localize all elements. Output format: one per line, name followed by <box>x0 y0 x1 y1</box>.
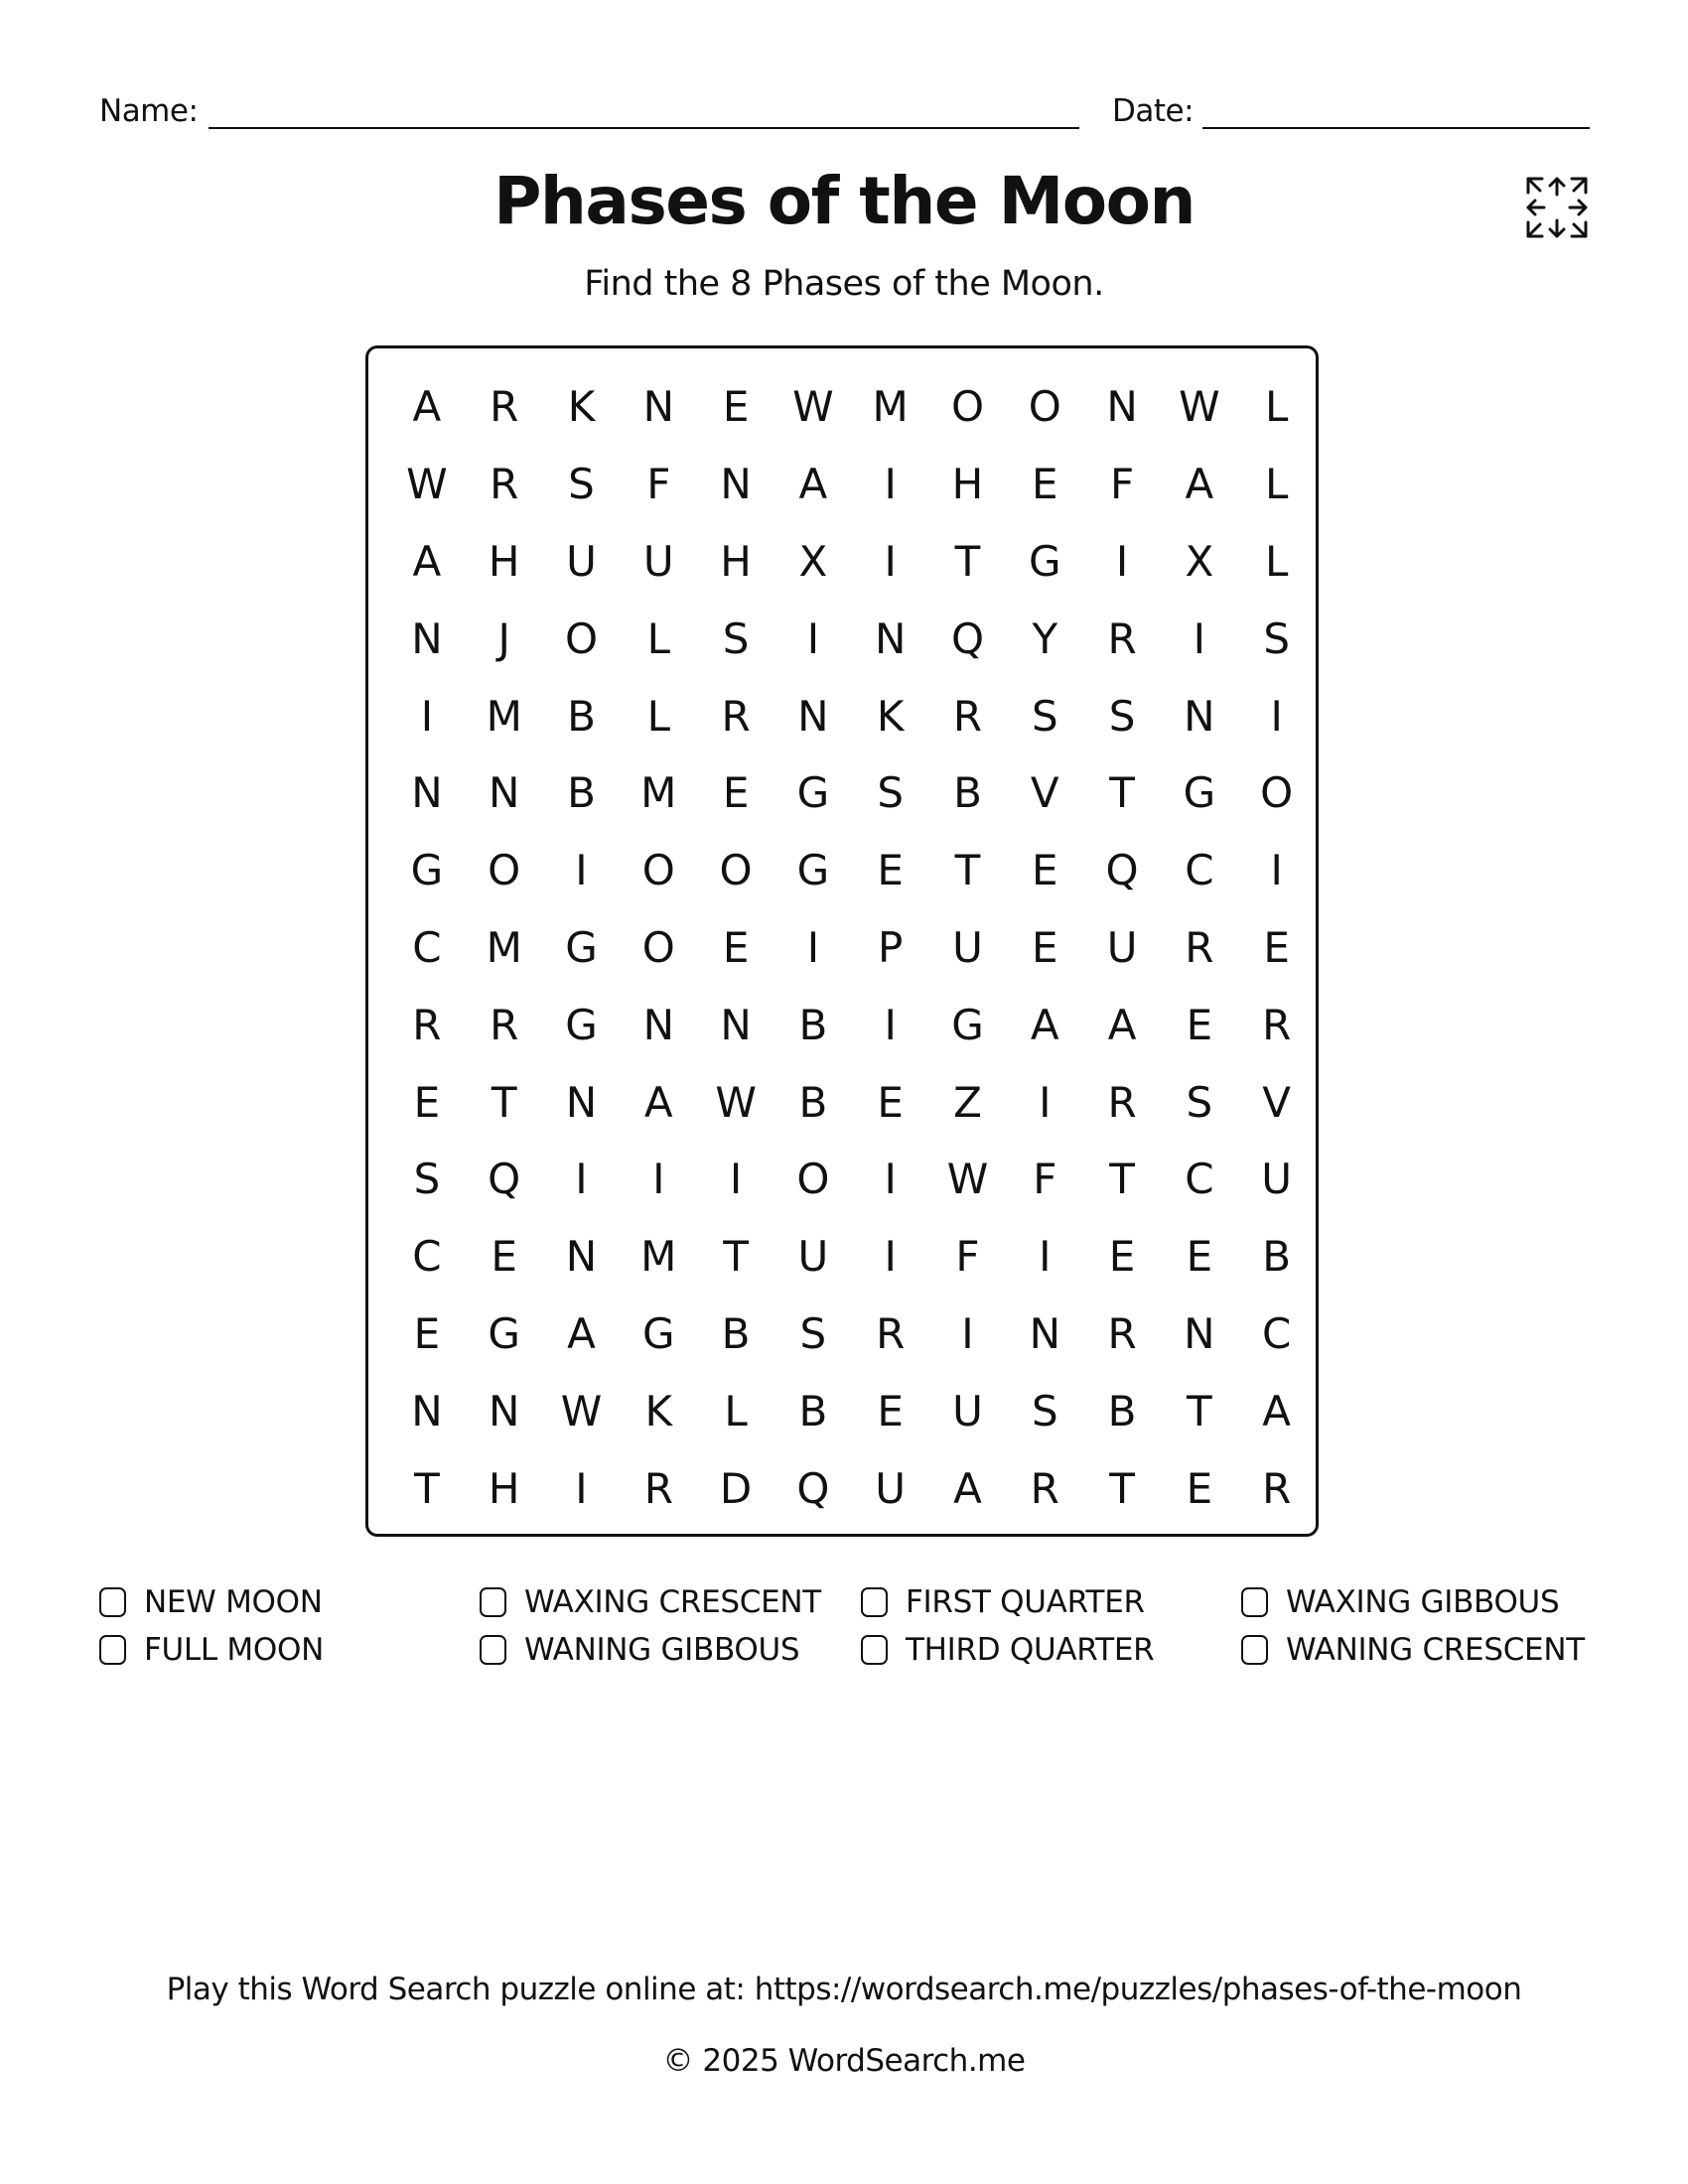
grid-cell[interactable]: R <box>1185 922 1214 972</box>
grid-cell[interactable]: F <box>646 460 671 509</box>
grid-cell[interactable]: I <box>729 1155 743 1204</box>
instructions: Find the 8 Phases of the Moon. <box>584 264 1104 304</box>
grid-cell[interactable]: X <box>1185 536 1214 586</box>
grid-cell[interactable]: R <box>952 691 983 741</box>
grid-cell[interactable]: N <box>565 1077 598 1127</box>
grid-cell[interactable]: R <box>490 460 519 509</box>
grid-cell[interactable]: M <box>640 1232 677 1282</box>
grid-cell[interactable]: E <box>877 846 904 895</box>
copyright-text: © 2025 WordSearch.me <box>662 2043 1026 2079</box>
grid-cell[interactable]: K <box>644 1386 673 1435</box>
eight-directions-arrows-icon <box>1522 173 1592 242</box>
grid-cell[interactable]: E <box>1186 1463 1213 1513</box>
word-search-grid[interactable] <box>388 368 1316 1527</box>
grid-cell[interactable]: I <box>1270 691 1283 741</box>
grid-cell[interactable]: G <box>796 846 830 895</box>
grid-cell[interactable]: W <box>406 460 448 509</box>
grid-cell[interactable]: B <box>798 1000 828 1049</box>
grid-cell[interactable]: E <box>1186 1000 1213 1049</box>
grid-cell[interactable]: N <box>642 382 674 432</box>
grid-cell[interactable]: I <box>1193 614 1206 663</box>
grid-cell[interactable]: S <box>877 768 905 818</box>
grid-cell[interactable]: E <box>722 922 750 972</box>
grid-cell[interactable]: S <box>799 1308 827 1358</box>
grid-cell[interactable]: O <box>950 382 984 432</box>
grid-cell[interactable]: A <box>567 1308 596 1358</box>
grid-cell[interactable]: R <box>721 691 751 741</box>
grid-cell[interactable]: N <box>1029 1308 1060 1358</box>
grid-cell[interactable]: M <box>486 922 522 972</box>
grid-cell[interactable]: A <box>1185 460 1214 509</box>
grid-cell[interactable]: S <box>1031 691 1058 741</box>
grid-cell[interactable]: K <box>876 691 905 741</box>
grid-cell[interactable]: D <box>719 1463 753 1513</box>
checkbox[interactable] <box>99 1635 126 1665</box>
word-list-item[interactable] <box>480 1578 821 1626</box>
grid-cell[interactable]: G <box>642 1308 675 1358</box>
grid-cell[interactable]: G <box>565 1000 598 1049</box>
grid-cell[interactable]: V <box>1262 1077 1292 1127</box>
word-label: NEW MOON <box>144 1584 323 1620</box>
grid-cell[interactable]: T <box>1187 1386 1212 1435</box>
grid-cell[interactable]: G <box>565 922 598 972</box>
grid-cell[interactable]: S <box>1031 1386 1058 1435</box>
word-label: WANING GIBBOUS <box>524 1632 800 1668</box>
name-field[interactable] <box>209 127 1079 129</box>
grid-cell[interactable]: N <box>642 1000 674 1049</box>
grid-cell[interactable]: T <box>414 1463 440 1513</box>
grid-cell[interactable]: Q <box>1105 846 1139 895</box>
grid-cell[interactable]: U <box>566 536 597 586</box>
word-label: FIRST QUARTER <box>906 1584 1145 1620</box>
grid-cell[interactable]: W <box>1179 382 1220 432</box>
grid-cell[interactable]: S <box>413 1155 441 1204</box>
grid-cell[interactable]: I <box>1039 1077 1052 1127</box>
grid-cell[interactable]: F <box>1109 460 1135 509</box>
grid-cell[interactable]: H <box>951 460 984 509</box>
date-label: Date: <box>1112 93 1195 129</box>
grid-cell[interactable]: E <box>1263 922 1290 972</box>
grid-cell[interactable]: I <box>884 1000 897 1049</box>
grid-cell[interactable]: I <box>884 536 897 586</box>
grid-cell[interactable]: N <box>411 614 443 663</box>
grid-cell[interactable]: F <box>1033 1155 1057 1204</box>
grid-cell[interactable]: V <box>1030 768 1059 818</box>
grid-cell[interactable]: H <box>488 536 520 586</box>
grid-cell[interactable]: T <box>491 1077 517 1127</box>
grid-cell[interactable]: L <box>646 614 670 663</box>
grid-cell[interactable]: W <box>946 1155 989 1204</box>
grid-cell[interactable]: I <box>575 1155 588 1204</box>
grid-cell[interactable]: B <box>798 1386 828 1435</box>
grid-cell[interactable]: E <box>722 382 750 432</box>
grid-cell[interactable]: U <box>797 1232 829 1282</box>
word-label: THIRD QUARTER <box>906 1632 1155 1668</box>
grid-cell[interactable]: C <box>412 922 442 972</box>
grid-cell[interactable]: U <box>1261 1155 1293 1204</box>
grid-cell[interactable]: C <box>1262 1308 1292 1358</box>
grid-cell[interactable]: B <box>953 768 982 818</box>
grid-cell[interactable]: U <box>1106 922 1138 972</box>
grid-cell[interactable]: E <box>1032 460 1058 509</box>
grid-cell[interactable]: U <box>642 536 674 586</box>
grid-cell[interactable]: I <box>652 1155 665 1204</box>
checkbox[interactable] <box>861 1635 888 1665</box>
grid-cell[interactable]: E <box>877 1077 904 1127</box>
grid-cell[interactable]: A <box>412 536 442 586</box>
grid-cell[interactable]: N <box>874 614 907 663</box>
grid-cell[interactable]: A <box>798 460 828 509</box>
grid-cell[interactable]: W <box>792 382 834 432</box>
grid-cell[interactable]: A <box>1107 1000 1137 1049</box>
grid-cell[interactable]: K <box>567 382 596 432</box>
grid-cell[interactable]: N <box>488 1386 520 1435</box>
grid-cell[interactable]: B <box>721 1308 751 1358</box>
grid-cell[interactable]: A <box>1030 1000 1059 1049</box>
grid-cell[interactable]: C <box>412 1232 442 1282</box>
grid-cell[interactable]: O <box>719 846 753 895</box>
grid-cell[interactable]: I <box>1115 536 1129 586</box>
grid-cell[interactable]: N <box>411 1386 443 1435</box>
grid-cell[interactable]: S <box>1263 614 1290 663</box>
grid-cell[interactable]: A <box>953 1463 982 1513</box>
name-label: Name: <box>99 93 199 129</box>
grid-cell[interactable]: E <box>491 1232 517 1282</box>
grid-cell[interactable]: A <box>412 382 442 432</box>
grid-cell[interactable]: C <box>1185 846 1214 895</box>
grid-cell[interactable]: O <box>1260 768 1294 818</box>
grid-cell[interactable]: R <box>876 1308 906 1358</box>
grid-cell[interactable]: B <box>567 768 596 818</box>
grid-cell[interactable]: G <box>1029 536 1061 586</box>
grid-cell[interactable]: I <box>884 460 897 509</box>
grid-cell[interactable]: B <box>1107 1386 1137 1435</box>
grid-cell[interactable]: R <box>643 1463 673 1513</box>
grid-cell[interactable]: Q <box>488 1155 521 1204</box>
name-date-row <box>99 93 1589 133</box>
grid-cell[interactable]: W <box>715 1077 757 1127</box>
grid-cell[interactable]: R <box>1030 1463 1059 1513</box>
grid-cell[interactable]: R <box>490 382 519 432</box>
grid-cell[interactable]: I <box>575 1463 588 1513</box>
grid-cell[interactable]: G <box>488 1308 520 1358</box>
grid-cell[interactable]: Q <box>950 614 984 663</box>
grid-cell[interactable]: B <box>567 691 596 741</box>
grid-cell[interactable]: M <box>640 768 677 818</box>
grid-cell[interactable]: T <box>723 1232 749 1282</box>
grid-cell[interactable]: I <box>1039 1232 1052 1282</box>
grid-cell[interactable]: E <box>877 1386 904 1435</box>
word-list-item[interactable] <box>861 1578 1145 1626</box>
grid-cell[interactable]: I <box>806 922 820 972</box>
checkbox[interactable] <box>861 1587 888 1617</box>
grid-cell[interactable]: N <box>720 1000 752 1049</box>
grid-cell[interactable]: B <box>1262 1232 1292 1282</box>
word-list-item[interactable] <box>99 1578 323 1626</box>
grid-cell[interactable]: I <box>575 846 588 895</box>
grid-cell[interactable]: R <box>490 1000 519 1049</box>
grid-cell[interactable]: N <box>1184 1308 1215 1358</box>
grid-cell[interactable]: E <box>413 1077 441 1127</box>
grid-cell[interactable]: E <box>1108 1232 1136 1282</box>
grid-cell[interactable]: N <box>411 768 443 818</box>
grid-cell[interactable]: S <box>1186 1077 1213 1127</box>
grid-cell[interactable]: O <box>796 1155 830 1204</box>
grid-cell[interactable]: I <box>1270 846 1283 895</box>
grid-cell[interactable]: C <box>1185 1155 1214 1204</box>
word-list-item[interactable] <box>1241 1578 1559 1626</box>
grid-cell[interactable]: I <box>884 1232 897 1282</box>
grid-cell[interactable]: R <box>412 1000 442 1049</box>
grid-cell[interactable]: M <box>486 691 522 741</box>
grid-cell[interactable]: W <box>560 1386 603 1435</box>
grid-cell[interactable]: N <box>720 460 752 509</box>
grid-cell[interactable]: L <box>646 691 670 741</box>
grid-cell[interactable]: J <box>497 614 510 663</box>
checkbox[interactable] <box>99 1587 126 1617</box>
grid-cell[interactable]: R <box>1262 1463 1292 1513</box>
grid-cell[interactable]: L <box>1264 460 1289 509</box>
word-list-item[interactable] <box>861 1626 1154 1674</box>
word-list-item[interactable] <box>480 1626 799 1674</box>
grid-cell[interactable]: X <box>798 536 828 586</box>
grid-cell[interactable]: S <box>722 614 750 663</box>
grid-cell[interactable]: T <box>1109 1463 1135 1513</box>
word-label: WAXING GIBBOUS <box>1286 1584 1560 1620</box>
grid-cell[interactable]: N <box>1106 382 1138 432</box>
grid-cell[interactable]: G <box>796 768 830 818</box>
word-label: WANING CRESCENT <box>1286 1632 1585 1668</box>
grid-cell[interactable]: L <box>724 1386 748 1435</box>
grid-cell[interactable]: A <box>643 1077 673 1127</box>
grid-cell[interactable]: T <box>954 536 981 586</box>
date-field[interactable] <box>1202 127 1590 129</box>
grid-cell[interactable]: E <box>1186 1232 1213 1282</box>
grid-cell[interactable]: O <box>488 846 521 895</box>
grid-cell[interactable]: L <box>1264 382 1289 432</box>
checkbox[interactable] <box>1241 1587 1268 1617</box>
grid-cell[interactable]: R <box>1107 1077 1137 1127</box>
word-label: FULL MOON <box>144 1632 324 1668</box>
grid-cell[interactable]: R <box>1107 614 1137 663</box>
grid-cell[interactable]: U <box>952 922 983 972</box>
grid-cell[interactable]: I <box>806 614 820 663</box>
grid-cell[interactable]: O <box>1028 382 1061 432</box>
grid-cell[interactable]: R <box>1107 1308 1137 1358</box>
grid-cell[interactable]: O <box>641 922 675 972</box>
grid-cell[interactable]: U <box>952 1386 983 1435</box>
grid-cell[interactable]: T <box>954 846 981 895</box>
grid-cell[interactable]: N <box>797 691 829 741</box>
word-list-item[interactable] <box>1241 1626 1585 1674</box>
page-title: Phases of the Moon <box>493 163 1195 239</box>
grid-cell[interactable]: Y <box>1032 614 1058 663</box>
grid-cell[interactable]: G <box>951 1000 984 1049</box>
grid-cell[interactable]: G <box>1183 768 1216 818</box>
grid-cell[interactable]: H <box>720 536 752 586</box>
grid-cell[interactable]: S <box>1108 691 1136 741</box>
grid-cell[interactable]: G <box>410 846 444 895</box>
grid-cell[interactable]: F <box>955 1232 980 1282</box>
grid-cell[interactable]: U <box>875 1463 907 1513</box>
word-label: WAXING CRESCENT <box>524 1584 821 1620</box>
grid-cell[interactable]: R <box>1262 1000 1292 1049</box>
grid-cell[interactable]: L <box>1264 536 1289 586</box>
grid-cell[interactable]: E <box>413 1308 441 1358</box>
grid-cell[interactable]: N <box>565 1232 598 1282</box>
grid-cell[interactable]: Q <box>796 1463 830 1513</box>
word-search-grid-frame <box>365 345 1319 1537</box>
grid-cell[interactable]: E <box>1032 922 1058 972</box>
grid-cell[interactable]: E <box>722 768 750 818</box>
grid-cell[interactable]: A <box>1262 1386 1292 1435</box>
checkbox[interactable] <box>1241 1635 1268 1665</box>
grid-cell[interactable]: N <box>488 768 520 818</box>
grid-cell[interactable]: O <box>564 614 599 663</box>
grid-cell[interactable]: H <box>488 1463 520 1513</box>
grid-cell[interactable]: N <box>1184 691 1215 741</box>
grid-cell[interactable]: T <box>1109 768 1135 818</box>
grid-cell[interactable]: T <box>1109 1155 1135 1204</box>
grid-cell[interactable]: P <box>878 922 904 972</box>
grid-cell[interactable]: I <box>420 691 434 741</box>
grid-cell[interactable]: I <box>961 1308 974 1358</box>
grid-cell[interactable]: E <box>1032 846 1058 895</box>
checkbox[interactable] <box>480 1587 506 1617</box>
play-online-text: Play this Word Search puzzle online at: https://wordsearch.me/puzzles/phases-of-the-moon <box>166 1972 1522 2007</box>
grid-cell[interactable]: O <box>641 846 675 895</box>
word-list-item[interactable] <box>99 1626 324 1674</box>
grid-cell[interactable]: Z <box>953 1077 982 1127</box>
grid-cell[interactable]: B <box>798 1077 828 1127</box>
checkbox[interactable] <box>480 1635 506 1665</box>
grid-cell[interactable]: S <box>568 460 595 509</box>
grid-cell[interactable]: M <box>872 382 909 432</box>
grid-cell[interactable]: I <box>884 1155 897 1204</box>
